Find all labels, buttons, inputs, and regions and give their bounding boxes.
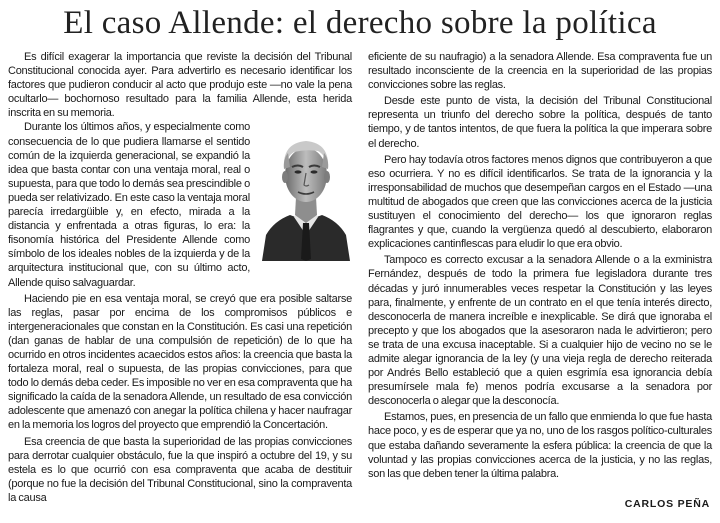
article-column-right: [368, 50, 712, 481]
article-paragraph: Tampoco es correcto excusar a la senadora Allende o a la exministra Fernández, después de todo la primera fue legisladora durante tres décadas y juró innumerables veces respetar la Constitución y las leyes para, finalmente, y enfrente de un contrato en el que tenía interés directo, desconocerla de manera increíble e inexplicable. Se dirá que ignoraba el precepto y que los abogados que la asesoraron nada le advirtieron; pero se trata de una excusa inaceptable. Si a cualquier hijo de vecino no se le admite alegar ignorancia de la ley (y una vieja regla de derecho reiterada por Andrés Bello estableció que a quien esgrimía esa ignorancia debía presumírsele mala fe) menos podría excusarse a la senadora por desconocerla o alegar que la desconocía.: [368, 254, 712, 408]
article-paragraph: Esa creencia de que basta la superioridad de las propias convicciones para derrotar cualquier obstáculo, fue la que inspiró a octubre del 19, y su estela es lo que ocurrió con esa compraventa que acaba de destituir (porque no fue la decisión del Tribunal Constitucional, sino la compraventa la causa: [8, 435, 352, 504]
article-paragraph: Durante los últimos años, y especialmente como consecuencia de lo que pudiera llamarse el sentido común de la izquierda generacional, se expandió la idea que basta contar con una ventaja moral, real o supuesta, para que todo lo demás sea prescindible o pueda ser relativizado. En este caso la ventaja moral parecía irredargüible y, en efecto, mirada a la distancia y enfrentada a otras figuras, lo era: la fisonomía histórica del Presidente Allende como símbolo de los ideales nobles de la izquierda y de la arquitectura institucional que, con su último acto, Allende quiso salvaguardar.: [8, 121, 250, 289]
article-paragraph: Es difícil exagerar la importancia que reviste la decisión del Tribunal Constitucional conocida ayer. Para advertirlo es necesario identificar los factores que pudieron conducir al acto que produjo este —no vale la pena ocultarlo— bochornoso resultado para la familia Allende, esta herida inscrita en su memoria.: [8, 51, 352, 120]
article-paragraph-continuation: eficiente de su naufragio) a la senadora Allende. Esa compraventa fue un resultado inconsciente de la creencia en la superioridad de las propias convicciones sobre las reglas.: [368, 51, 712, 92]
author-photo: [260, 123, 352, 261]
article-paragraph: Haciendo pie en esa ventaja moral, se creyó que era posible saltarse las reglas, pasar por encima de los compromisos públicos e intergeneracionales que constan en la Constitución. Es casi una repetición (dan ganas de hablar de una compulsión de repetición) de lo que ha ocurrido en otros incidentes acaecidos estos años: la creencia que basta la fortaleza moral, real o supuesta, de las propias convicciones, para que todo lo demás deba ceder. Es imposible no ver en esa compraventa que ha significado la caída de la senadora Allende, un resultado de esa convicción adolescente que amenazó con anegar la política chilena y hacer naufragar en la memoria los logros del proyecto que emprendió la Concertación.: [8, 292, 352, 432]
article-headline: El caso Allende: el derecho sobre la política: [63, 5, 657, 41]
author-byline: CARLOS PEÑA: [624, 498, 710, 510]
article-paragraph: Desde este punto de vista, la decisión del Tribunal Constitucional representa un triunfo del derecho sobre la política, después de tanto tiempo, y de tantos intentos, de que fuera la política la que imperara sobre el derecho.: [368, 95, 712, 150]
article-paragraph: Estamos, pues, en presencia de un fallo que enmienda lo que fue hasta hace poco, y es de esperar que ya no, uno de los rasgos político-culturales que estaba dañando severamente la esfera pública: la creencia de que la voluntad y las propias convicciones acerca de la justicia, y no las reglas, son las que deben tener la última palabra.: [368, 411, 712, 480]
article-paragraph: Pero hay todavía otros factores menos dignos que contribuyeron a que eso ocurriera. Y no es difícil identificarlos. Se trata de la ignorancia y la irresponsabilidad de muchos que desempeñan cargos en el Estado —una multitud de abogados que creen que las convicciones acerca de la justicia sustituyen el conocimiento del derecho— los que ignoraron reglas flagrantes y que, cuando la vergüenza quedó al descubierto, elaboraron explicaciones cantinflescas para eludir lo que era obvio.: [368, 153, 712, 251]
article-column-left: [8, 50, 352, 505]
